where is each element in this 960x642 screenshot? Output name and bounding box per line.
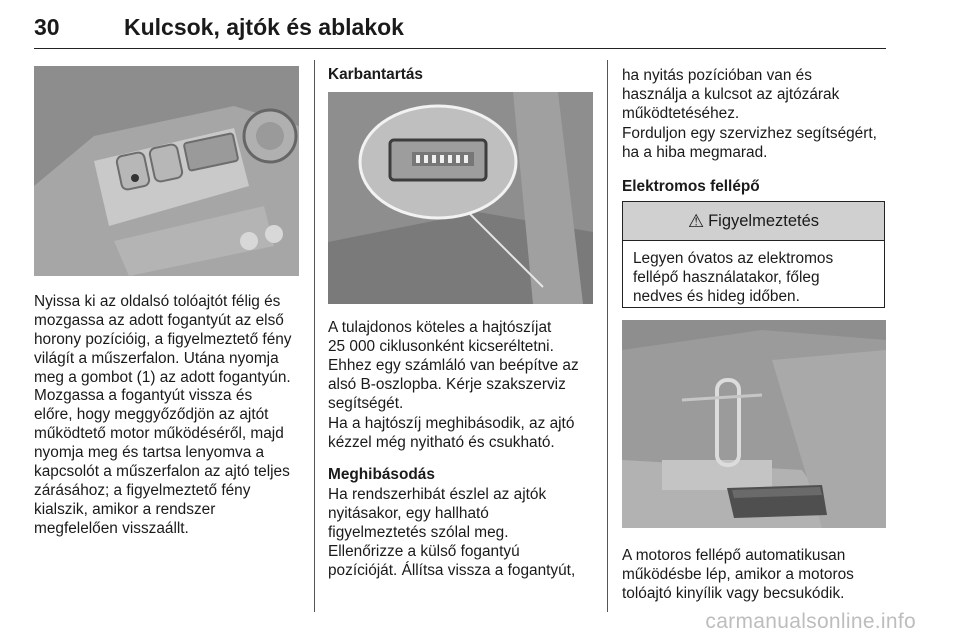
text-line: A tulajdonos köteles a hajtószíjat bbox=[328, 319, 552, 336]
dashboard-switch-illustration bbox=[34, 66, 299, 276]
heading-fault: Meghibásodás bbox=[328, 466, 435, 483]
text-line: Nyissa ki az oldalsó tolóajtót félig és bbox=[34, 293, 281, 310]
warning-title: Figyelmeztetés bbox=[708, 211, 820, 230]
text-line: világít a műszerfalon. Utána nyomja bbox=[34, 350, 279, 367]
electric-step-illustration bbox=[622, 320, 886, 528]
text-line: Ehhez egy számláló van beépítve az bbox=[328, 357, 579, 374]
watermark: carmanualsonline.info bbox=[705, 610, 916, 633]
text-line: zárásához; a figyelmeztető fény bbox=[34, 482, 251, 499]
column-divider-1 bbox=[314, 60, 315, 612]
text-line: meg a gombot (1) az adott fogantyún. bbox=[34, 369, 291, 386]
text-line: Ha rendszerhibát észlel az ajtók bbox=[328, 486, 547, 503]
text-line: mozgassa az adott fogantyút az első bbox=[34, 312, 284, 329]
text-line: figyelmeztetés szólal meg. bbox=[328, 524, 509, 541]
belt-counter-illustration bbox=[328, 92, 593, 304]
text-line: nyitásakor, egy hallható bbox=[328, 505, 489, 522]
col2-paragraph-2 bbox=[328, 414, 596, 452]
warning-header bbox=[623, 202, 884, 241]
col1-paragraph-1 bbox=[34, 292, 299, 387]
text-line: előre, hogy meggyőződjön az ajtót bbox=[34, 406, 269, 423]
text-line: kézzel még nyitható és csukható. bbox=[328, 434, 555, 451]
text-line: Forduljon egy szervizhez segítségért, bbox=[622, 125, 877, 142]
col2-paragraph-1 bbox=[328, 318, 596, 413]
col3-paragraph-1 bbox=[622, 66, 890, 123]
text-line: használja a kulcsot az ajtózárak bbox=[622, 86, 840, 103]
text-line: fellépő használatakor, főleg bbox=[633, 269, 820, 286]
text-line: Mozgassa a fogantyút vissza és bbox=[34, 387, 253, 404]
page-header bbox=[34, 8, 886, 49]
text-line: ha a hiba megmarad. bbox=[622, 144, 768, 161]
text-line: ha nyitás pozícióban van és bbox=[622, 67, 812, 84]
text-line: segítségét. bbox=[328, 395, 404, 412]
heading-electric-step: Elektromos fellépő bbox=[622, 178, 760, 195]
col2-paragraph-3 bbox=[328, 485, 596, 580]
text-line: Legyen óvatos az elektromos bbox=[633, 250, 834, 267]
warning-body bbox=[623, 241, 884, 306]
text-line: horony pozícióig, a figyelmeztető fény bbox=[34, 331, 292, 348]
text-line: kapcsolót a műszerfalon az ajtó teljes bbox=[34, 463, 290, 480]
text-line: kialszik, amikor a rendszer bbox=[34, 501, 216, 518]
chapter-title: Kulcsok, ajtók és ablakok bbox=[124, 14, 404, 40]
text-line: tolóajtó kinyílik vagy becsukódik. bbox=[622, 585, 845, 602]
col3-paragraph-3 bbox=[622, 546, 890, 603]
text-line: megfelelően visszaállt. bbox=[34, 520, 189, 537]
col3-paragraph-2 bbox=[622, 124, 890, 162]
text-line: működtető motor működéséről, majd bbox=[34, 425, 284, 442]
text-line: 25 000 ciklusonként kicseréltetni. bbox=[328, 338, 554, 355]
page-number: 30 bbox=[34, 14, 60, 40]
text-line: nyomja meg és tartsa lenyomva a bbox=[34, 444, 265, 461]
text-line: alsó B-oszlopba. Kérje szakszerviz bbox=[328, 376, 566, 393]
text-line: Ellenőrizze a külső fogantyú bbox=[328, 543, 520, 560]
col1-paragraph-2 bbox=[34, 386, 299, 538]
column-divider-2 bbox=[607, 60, 608, 612]
warning-triangle-icon: ⚠ bbox=[687, 210, 705, 231]
warning-box bbox=[622, 201, 885, 308]
heading-maintenance: Karbantartás bbox=[328, 66, 423, 83]
text-line: pozícióját. Állítsa vissza a fogantyút, bbox=[328, 562, 576, 579]
text-line: Ha a hajtószíj meghibásodik, az ajtó bbox=[328, 415, 575, 432]
text-line: nedves és hideg időben. bbox=[633, 288, 800, 305]
text-line: A motoros fellépő automatikusan bbox=[622, 547, 846, 564]
text-line: működésbe lép, amikor a motoros bbox=[622, 566, 854, 583]
text-line: működtetéséhez. bbox=[622, 105, 740, 122]
